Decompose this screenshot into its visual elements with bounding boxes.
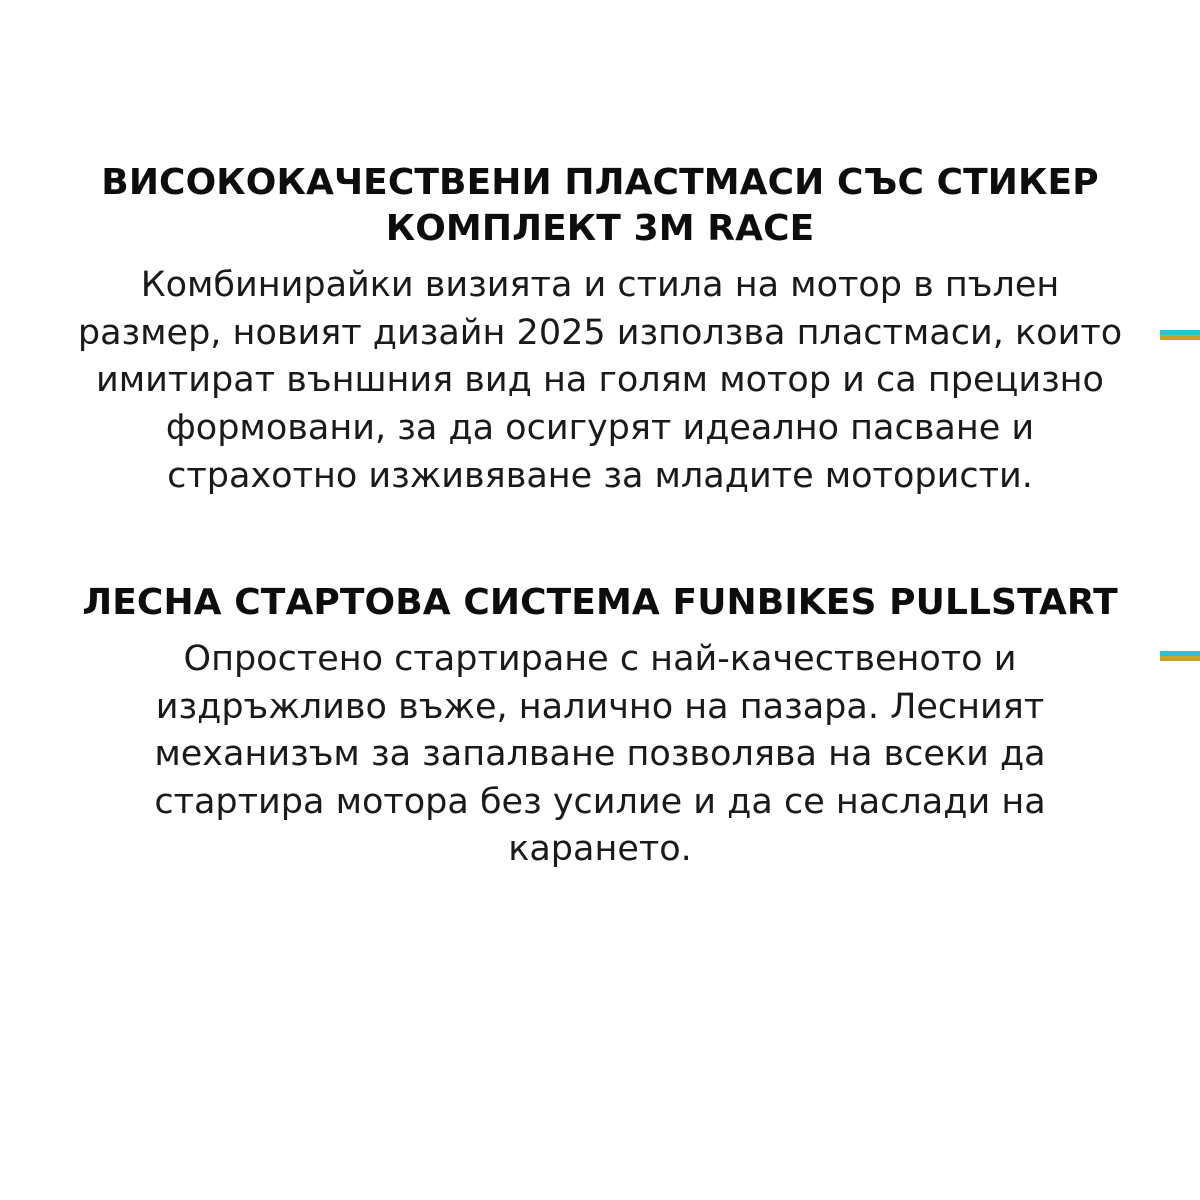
edge-accent-icon-top <box>1160 330 1200 340</box>
feature-section-pullstart <box>0 580 1200 874</box>
edge-accent-icon-bottom <box>1160 651 1200 661</box>
section-heading-plastics: ВИСОКОКАЧЕСТВЕНИ ПЛАСТМАСИ СЪС СТИКЕР КОМПЛЕКТ 3M RACE <box>101 162 1099 250</box>
section-body-plastics: Комбинирайки визията и стила на мотор в пълен размер, новият дизайн 2025 използва пластмаси, които имитират външния вид на голям мотор и са прецизно формовани, за да осигурят идеално пасване и страхотно изживяване за младите мотористи. <box>77 265 1123 496</box>
accent-bar-gold <box>1160 335 1200 340</box>
feature-section-plastics <box>0 160 1200 500</box>
section-heading-pullstart: ЛЕСНА СТАРТОВА СИСТЕМА FUNBIKES PULLSTART <box>82 582 1118 623</box>
section-body-pullstart: Опростено стартиране с най-качественото и издръжливо въже, налично на пазара. Лесният механизъм за запалване позволява на всеки да стартира мотора без усилие и да се наслади на карането. <box>154 639 1046 870</box>
accent-bar-gold <box>1160 656 1200 661</box>
